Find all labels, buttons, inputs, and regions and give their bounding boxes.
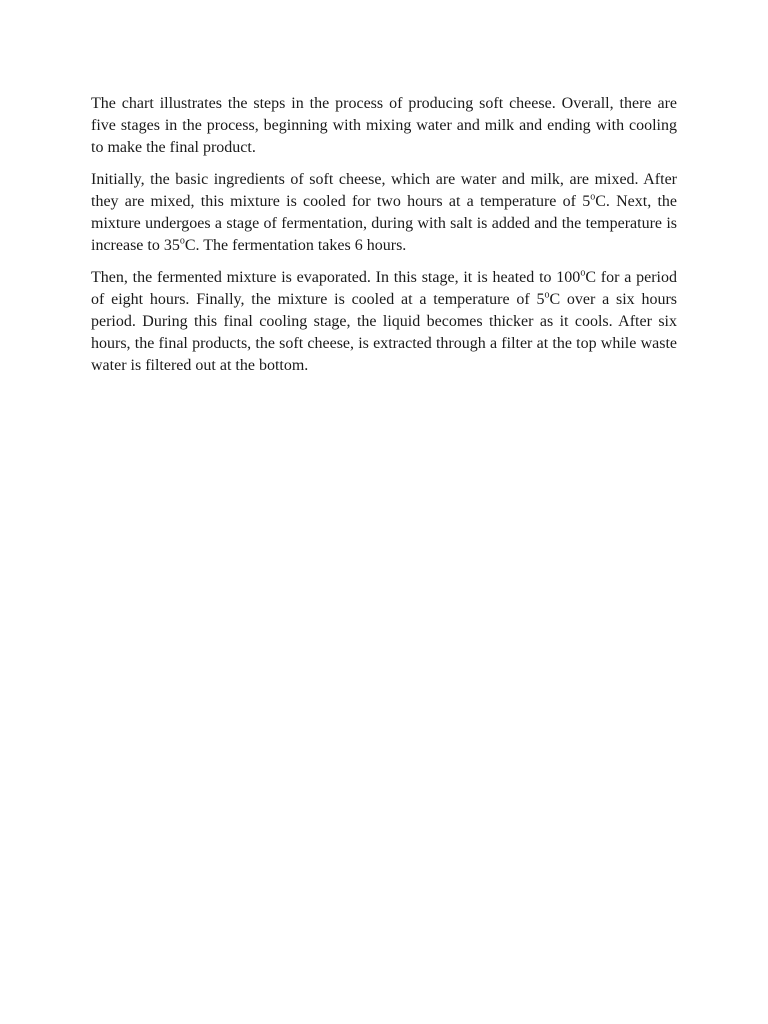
text-run: C. The fermentation takes 6 hours.: [184, 237, 407, 254]
text-run: Then, the fermented mixture is evaporated. In this stage, it is heated to 100: [91, 269, 581, 286]
text-run: C for a period of eight hours. Finally, the mixture is cooled at a temperature of 5: [91, 269, 678, 308]
degree-superscript: o: [580, 267, 586, 279]
text-run: C over a six hours period. During this final cooling stage, the liquid becomes thicker as it cools. After six hours, the final products, the soft cheese, is extracted through a filter at the top while waste water is filtered out at the bottom.: [91, 291, 677, 374]
degree-superscript: o: [179, 235, 185, 247]
text-run: The chart illustrates the steps in the process of producing soft cheese. Overall, there are five stages in the process, beginning with mixing water and milk and ending with cooling to make the final product.: [91, 95, 677, 156]
degree-superscript: o: [590, 191, 596, 203]
paragraph-final-stages: [91, 267, 677, 377]
text-run: Initially, the basic ingredients of soft cheese, which are water and milk, are mixed. After they are mixed, this mixture is cooled for two hours at a temperature of 5: [91, 171, 677, 210]
text-run: C. Next, the mixture undergoes a stage of fermentation, during with salt is added and the temperature is increase to 35: [91, 193, 677, 254]
paragraph-initial-stages: [91, 169, 677, 257]
document-body: [91, 93, 677, 387]
degree-superscript: o: [544, 289, 550, 301]
paragraph-overview: [91, 93, 677, 159]
